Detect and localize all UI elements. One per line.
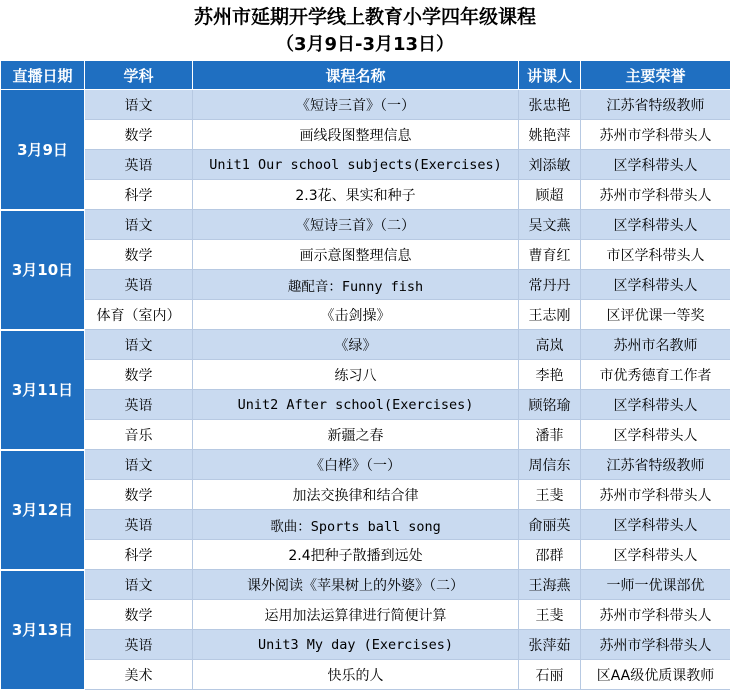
table-row — [1, 510, 730, 540]
course-cell: 练习八 — [193, 360, 519, 390]
header-teacher: 讲课人 — [519, 61, 581, 90]
honor-cell: 市优秀德育工作者 — [581, 360, 730, 390]
table-row — [1, 270, 730, 300]
table-row — [1, 120, 730, 150]
honor-cell: 苏州市名教师 — [581, 330, 730, 360]
header-course: 课程名称 — [193, 61, 519, 90]
subject-cell: 数学 — [85, 360, 193, 390]
teacher-cell: 李艳 — [519, 360, 581, 390]
header-date: 直播日期 — [1, 61, 85, 90]
date-cell: 3月9日 — [1, 90, 85, 210]
honor-cell: 苏州市学科带头人 — [581, 120, 730, 150]
honor-cell: 区评优课一等奖 — [581, 300, 730, 330]
course-cell: 歌曲：Sports ball song — [193, 510, 519, 540]
table-row — [1, 570, 730, 600]
subject-cell: 科学 — [85, 180, 193, 210]
header-subject: 学科 — [85, 61, 193, 90]
table-row — [1, 630, 730, 660]
honor-cell: 区学科带头人 — [581, 270, 730, 300]
course-cell: 运用加法运算律进行简便计算 — [193, 600, 519, 630]
table-row — [1, 180, 730, 210]
course-cell: 《白桦》（一） — [193, 450, 519, 480]
subject-cell: 语文 — [85, 210, 193, 240]
schedule-table — [0, 60, 730, 691]
subject-cell: 语文 — [85, 330, 193, 360]
table-row — [1, 660, 730, 690]
page-title: 苏州市延期开学线上教育小学四年级课程 — [0, 0, 730, 32]
date-cell: 3月13日 — [1, 570, 85, 690]
schedule-body — [1, 90, 730, 690]
honor-cell: 苏州市学科带头人 — [581, 480, 730, 510]
table-row — [1, 450, 730, 480]
subject-cell: 英语 — [85, 390, 193, 420]
honor-cell: 一师一优课部优 — [581, 570, 730, 600]
table-row — [1, 600, 730, 630]
course-cell: 新疆之春 — [193, 420, 519, 450]
course-cell: Unit2 After school(Exercises) — [193, 390, 519, 420]
teacher-cell: 王斐 — [519, 600, 581, 630]
subject-cell: 美术 — [85, 660, 193, 690]
table-row — [1, 300, 730, 330]
honor-cell: 市区学科带头人 — [581, 240, 730, 270]
header-row — [1, 61, 730, 90]
table-row — [1, 420, 730, 450]
date-cell: 3月10日 — [1, 210, 85, 330]
teacher-cell: 姚艳萍 — [519, 120, 581, 150]
subject-cell: 英语 — [85, 630, 193, 660]
course-cell: 2.4把种子散播到远处 — [193, 540, 519, 570]
subject-cell: 音乐 — [85, 420, 193, 450]
teacher-cell: 曹育红 — [519, 240, 581, 270]
teacher-cell: 吴文燕 — [519, 210, 581, 240]
course-cell: 《绿》 — [193, 330, 519, 360]
honor-cell: 区AA级优质课教师 — [581, 660, 730, 690]
course-cell: 《击剑操》 — [193, 300, 519, 330]
honor-cell: 区学科带头人 — [581, 390, 730, 420]
teacher-cell: 刘添敏 — [519, 150, 581, 180]
course-cell: 加法交换律和结合律 — [193, 480, 519, 510]
course-cell: 趣配音：Funny fish — [193, 270, 519, 300]
subject-cell: 英语 — [85, 150, 193, 180]
honor-cell: 苏州市学科带头人 — [581, 180, 730, 210]
subject-cell: 英语 — [85, 270, 193, 300]
teacher-cell: 常丹丹 — [519, 270, 581, 300]
honor-cell: 区学科带头人 — [581, 420, 730, 450]
course-cell: Unit1 Our school subjects(Exercises) — [193, 150, 519, 180]
course-cell: 快乐的人 — [193, 660, 519, 690]
teacher-cell: 王志刚 — [519, 300, 581, 330]
title-block — [0, 0, 730, 60]
table-row — [1, 540, 730, 570]
table-row — [1, 390, 730, 420]
teacher-cell: 张忠艳 — [519, 90, 581, 120]
subject-cell: 体育（室内） — [85, 300, 193, 330]
course-cell: 《短诗三首》（一） — [193, 90, 519, 120]
course-cell: 画示意图整理信息 — [193, 240, 519, 270]
honor-cell: 苏州市学科带头人 — [581, 630, 730, 660]
teacher-cell: 王海燕 — [519, 570, 581, 600]
teacher-cell: 高岚 — [519, 330, 581, 360]
teacher-cell: 顾铭瑜 — [519, 390, 581, 420]
teacher-cell: 顾超 — [519, 180, 581, 210]
table-row — [1, 360, 730, 390]
table-row — [1, 210, 730, 240]
teacher-cell: 俞丽英 — [519, 510, 581, 540]
subject-cell: 数学 — [85, 600, 193, 630]
honor-cell: 江苏省特级教师 — [581, 90, 730, 120]
teacher-cell: 潘菲 — [519, 420, 581, 450]
page-subtitle: （3月9日-3月13日） — [0, 32, 730, 58]
honor-cell: 区学科带头人 — [581, 210, 730, 240]
teacher-cell: 邵群 — [519, 540, 581, 570]
subject-cell: 数学 — [85, 120, 193, 150]
date-cell: 3月11日 — [1, 330, 85, 450]
course-cell: Unit3 My day (Exercises) — [193, 630, 519, 660]
table-row — [1, 90, 730, 120]
subject-cell: 数学 — [85, 480, 193, 510]
teacher-cell: 周信东 — [519, 450, 581, 480]
honor-cell: 区学科带头人 — [581, 150, 730, 180]
course-cell: 课外阅读《苹果树上的外婆》（二） — [193, 570, 519, 600]
honor-cell: 区学科带头人 — [581, 510, 730, 540]
honor-cell: 苏州市学科带头人 — [581, 600, 730, 630]
course-cell: 2.3花、果实和种子 — [193, 180, 519, 210]
table-row — [1, 480, 730, 510]
teacher-cell: 王斐 — [519, 480, 581, 510]
teacher-cell: 石丽 — [519, 660, 581, 690]
table-row — [1, 330, 730, 360]
subject-cell: 英语 — [85, 510, 193, 540]
subject-cell: 语文 — [85, 90, 193, 120]
course-cell: 《短诗三首》（二） — [193, 210, 519, 240]
date-cell: 3月12日 — [1, 450, 85, 570]
table-row — [1, 150, 730, 180]
teacher-cell: 张萍茹 — [519, 630, 581, 660]
subject-cell: 语文 — [85, 450, 193, 480]
honor-cell: 区学科带头人 — [581, 540, 730, 570]
course-cell: 画线段图整理信息 — [193, 120, 519, 150]
table-row — [1, 240, 730, 270]
subject-cell: 科学 — [85, 540, 193, 570]
honor-cell: 江苏省特级教师 — [581, 450, 730, 480]
header-honor: 主要荣誉 — [581, 61, 730, 90]
subject-cell: 语文 — [85, 570, 193, 600]
subject-cell: 数学 — [85, 240, 193, 270]
